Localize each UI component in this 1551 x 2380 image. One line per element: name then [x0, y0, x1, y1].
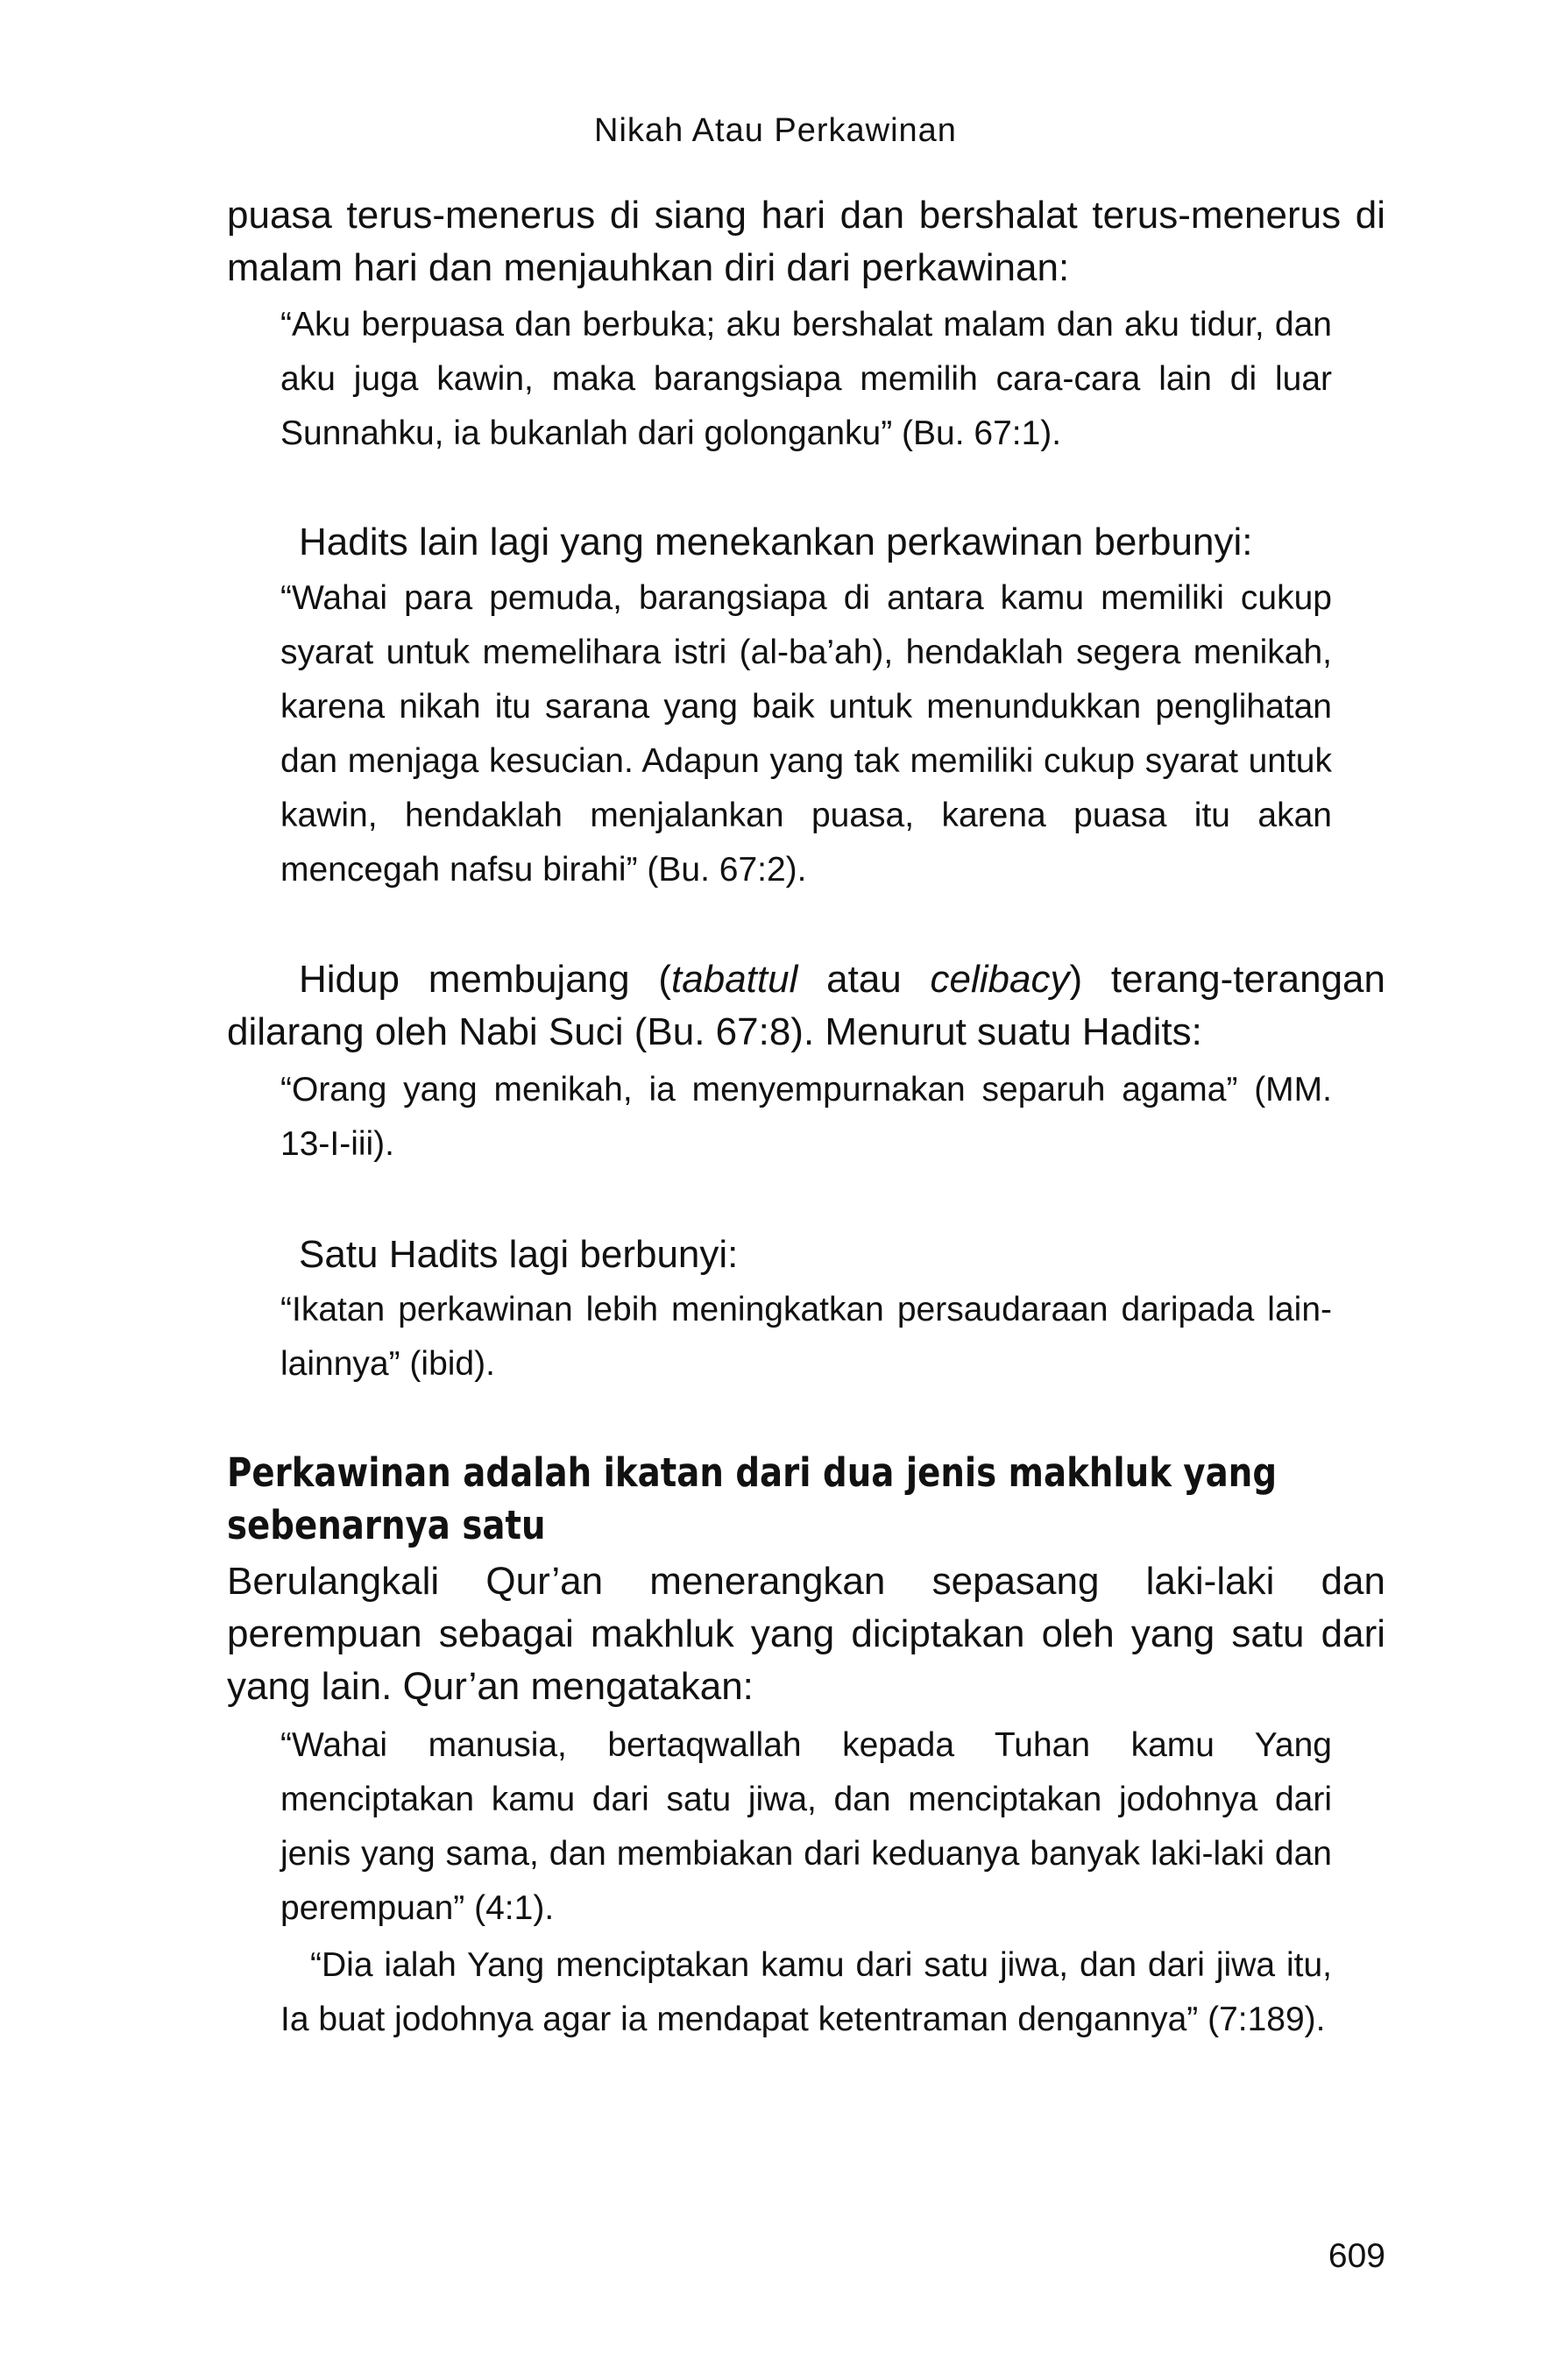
- quote-2: “Wahai para pemuda, barangsiapa di antara kamu memiliki cukup syarat untuk memelihara istri (al-ba’ah), hendaklah segera menikah, karena nikah itu sarana yang baik untuk menundukkan penglihatan dan menjaga kesucian. Adapun yang tak memiliki cukup syarat untuk kawin, hendaklah menjalankan puasa, karena puasa itu akan mencegah nafsu birahi” (Bu. 67:2).: [280, 579, 1332, 889]
- paragraph-3-text-end: ) terang-terangan dilarang oleh Nabi Suci (Bu. 67:8). Menurut suatu Hadits:: [227, 958, 1385, 1053]
- paragraph-4: Satu Hadits lagi berbunyi:: [299, 1233, 739, 1276]
- quote-3: “Orang yang menikah, ia menyempurnakan separuh agama” (MM. 13-I-iii).: [280, 1071, 1332, 1163]
- quote-1: “Aku berpuasa dan berbuka; aku bershalat malam dan aku tidur, dan aku juga kawin, maka barangsiapa memilih cara-cara lain di luar Sunnahku, ia bukanlah dari golonganku” (Bu. 67:1).: [280, 306, 1332, 452]
- running-head: Nikah Atau Perkawinan: [594, 112, 957, 149]
- paragraph-3-text-middle: atau: [797, 958, 931, 1001]
- paragraph-3: [227, 953, 1385, 1059]
- term-tabattul: tabattul: [671, 958, 798, 1001]
- quote-6: “Dia ialah Yang menciptakan kamu dari satu jiwa, dan dari jiwa itu, Ia buat jodohnya agar ia mendapat ketentraman dengannya” (7:189).: [280, 1946, 1332, 2038]
- section-heading-line-1: Perkawinan adalah ikatan dari dua jenis makhluk yang: [227, 1449, 1278, 1496]
- paragraph-5: Berulangkali Qur’an menerangkan sepasang laki-laki dan perempuan sebagai makhluk yang diciptakan oleh yang satu dari yang lain. Qur’an mengatakan:: [227, 1560, 1385, 1708]
- paragraph-2: Hadits lain lagi yang menekankan perkawinan berbunyi:: [299, 521, 1253, 563]
- paragraph-1: puasa terus-menerus di siang hari dan bershalat terus-menerus di malam hari dan menjauhkan diri dari perkawinan:: [227, 194, 1385, 289]
- term-celibacy: celibacy: [930, 958, 1070, 1001]
- quote-5: “Wahai manusia, bertaqwallah kepada Tuhan kamu Yang menciptakan kamu dari satu jiwa, dan menciptakan jodohnya dari jenis yang sama, dan membiakan dari keduanya banyak laki-laki dan perempuan” (4:1).: [280, 1726, 1332, 1927]
- paragraph-3-text-start: Hidup membujang (: [299, 958, 672, 1001]
- quote-4: “Ikatan perkawinan lebih meningkatkan persaudaraan daripada lain-lainnya” (ibid).: [280, 1291, 1332, 1383]
- page-number: 609: [1328, 2237, 1385, 2275]
- section-heading-line-2: sebenarnya satu: [227, 1502, 546, 1548]
